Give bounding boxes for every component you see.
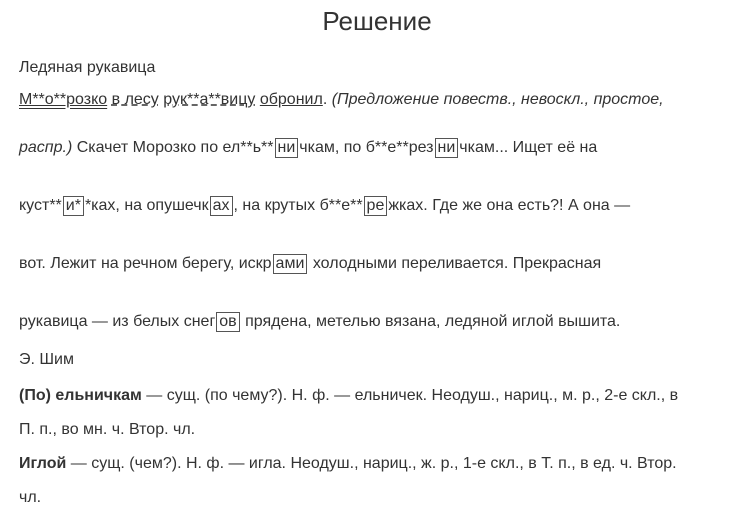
text-line-3	[19, 196, 630, 216]
adverbial-phrase: в лесу	[111, 91, 159, 108]
work-title: Ледяная рукавица	[19, 59, 156, 76]
text-fragment: Скачет Морозко по ел**ь**	[72, 139, 274, 156]
ending-box: и*	[63, 196, 84, 216]
text-fragment: вот. Лежит на речном берегу, искр	[19, 255, 272, 272]
ending-box: ах	[210, 196, 233, 216]
text-fragment: рукавица — из белых снег	[19, 313, 216, 330]
predicate-word: обронил	[259, 91, 323, 108]
analysis-2-line-1	[19, 454, 677, 474]
suffix-box: ни	[435, 138, 459, 158]
period: .	[322, 91, 328, 108]
analysis-1-line-2: П. п., во мн. ч. Втор. чл.	[19, 421, 196, 438]
analysis-1-line-1	[19, 386, 678, 406]
analysis-text: — сущ. (чем?). Н. ф. — игла. Неодуш., нариц., ж. р., 1-е скл., в Т. п., в ед. ч. Втор.	[66, 455, 677, 472]
root-box: ре	[364, 196, 388, 216]
ending-box: ами	[273, 254, 308, 274]
analysis-word: (По) ельничкам	[19, 387, 142, 404]
object-word: рук**а**вицу	[163, 91, 256, 108]
text-fragment: , на крутых б**е**	[233, 197, 363, 214]
text-line-1	[19, 90, 664, 110]
author: Э. Шим	[19, 351, 74, 368]
sentence-note: (Предложение повеств., невоскл., простое,	[327, 91, 664, 108]
text-line-4	[19, 254, 601, 274]
suffix-box: ни	[275, 138, 299, 158]
ending-box: ов	[216, 312, 239, 332]
text-fragment: жках. Где же она есть?! А она —	[388, 197, 631, 214]
text-fragment: чкам... Ищет её на	[459, 139, 598, 156]
text-line-5	[19, 312, 620, 332]
text-fragment: чкам, по б**е**рез	[299, 139, 434, 156]
text-fragment: *ках, на опушечк	[84, 197, 209, 214]
analysis-word: Иглой	[19, 455, 67, 472]
text-fragment: куст**	[19, 197, 62, 214]
text-fragment: прядена, метелью вязана, ледяной иглой вышита.	[240, 313, 621, 330]
text-line-2	[19, 138, 597, 158]
subject-word: М**о**розко	[19, 91, 108, 108]
analysis-2-line-2: чл.	[19, 489, 42, 506]
sentence-note-end: распр.)	[19, 139, 73, 156]
page-title: Решение	[322, 6, 432, 36]
analysis-text: — сущ. (по чему?). Н. ф. — ельничек. Неодуш., нариц., м. р., 2-е скл., в	[141, 387, 679, 404]
text-fragment: холодными переливается. Прекрасная	[308, 255, 602, 272]
